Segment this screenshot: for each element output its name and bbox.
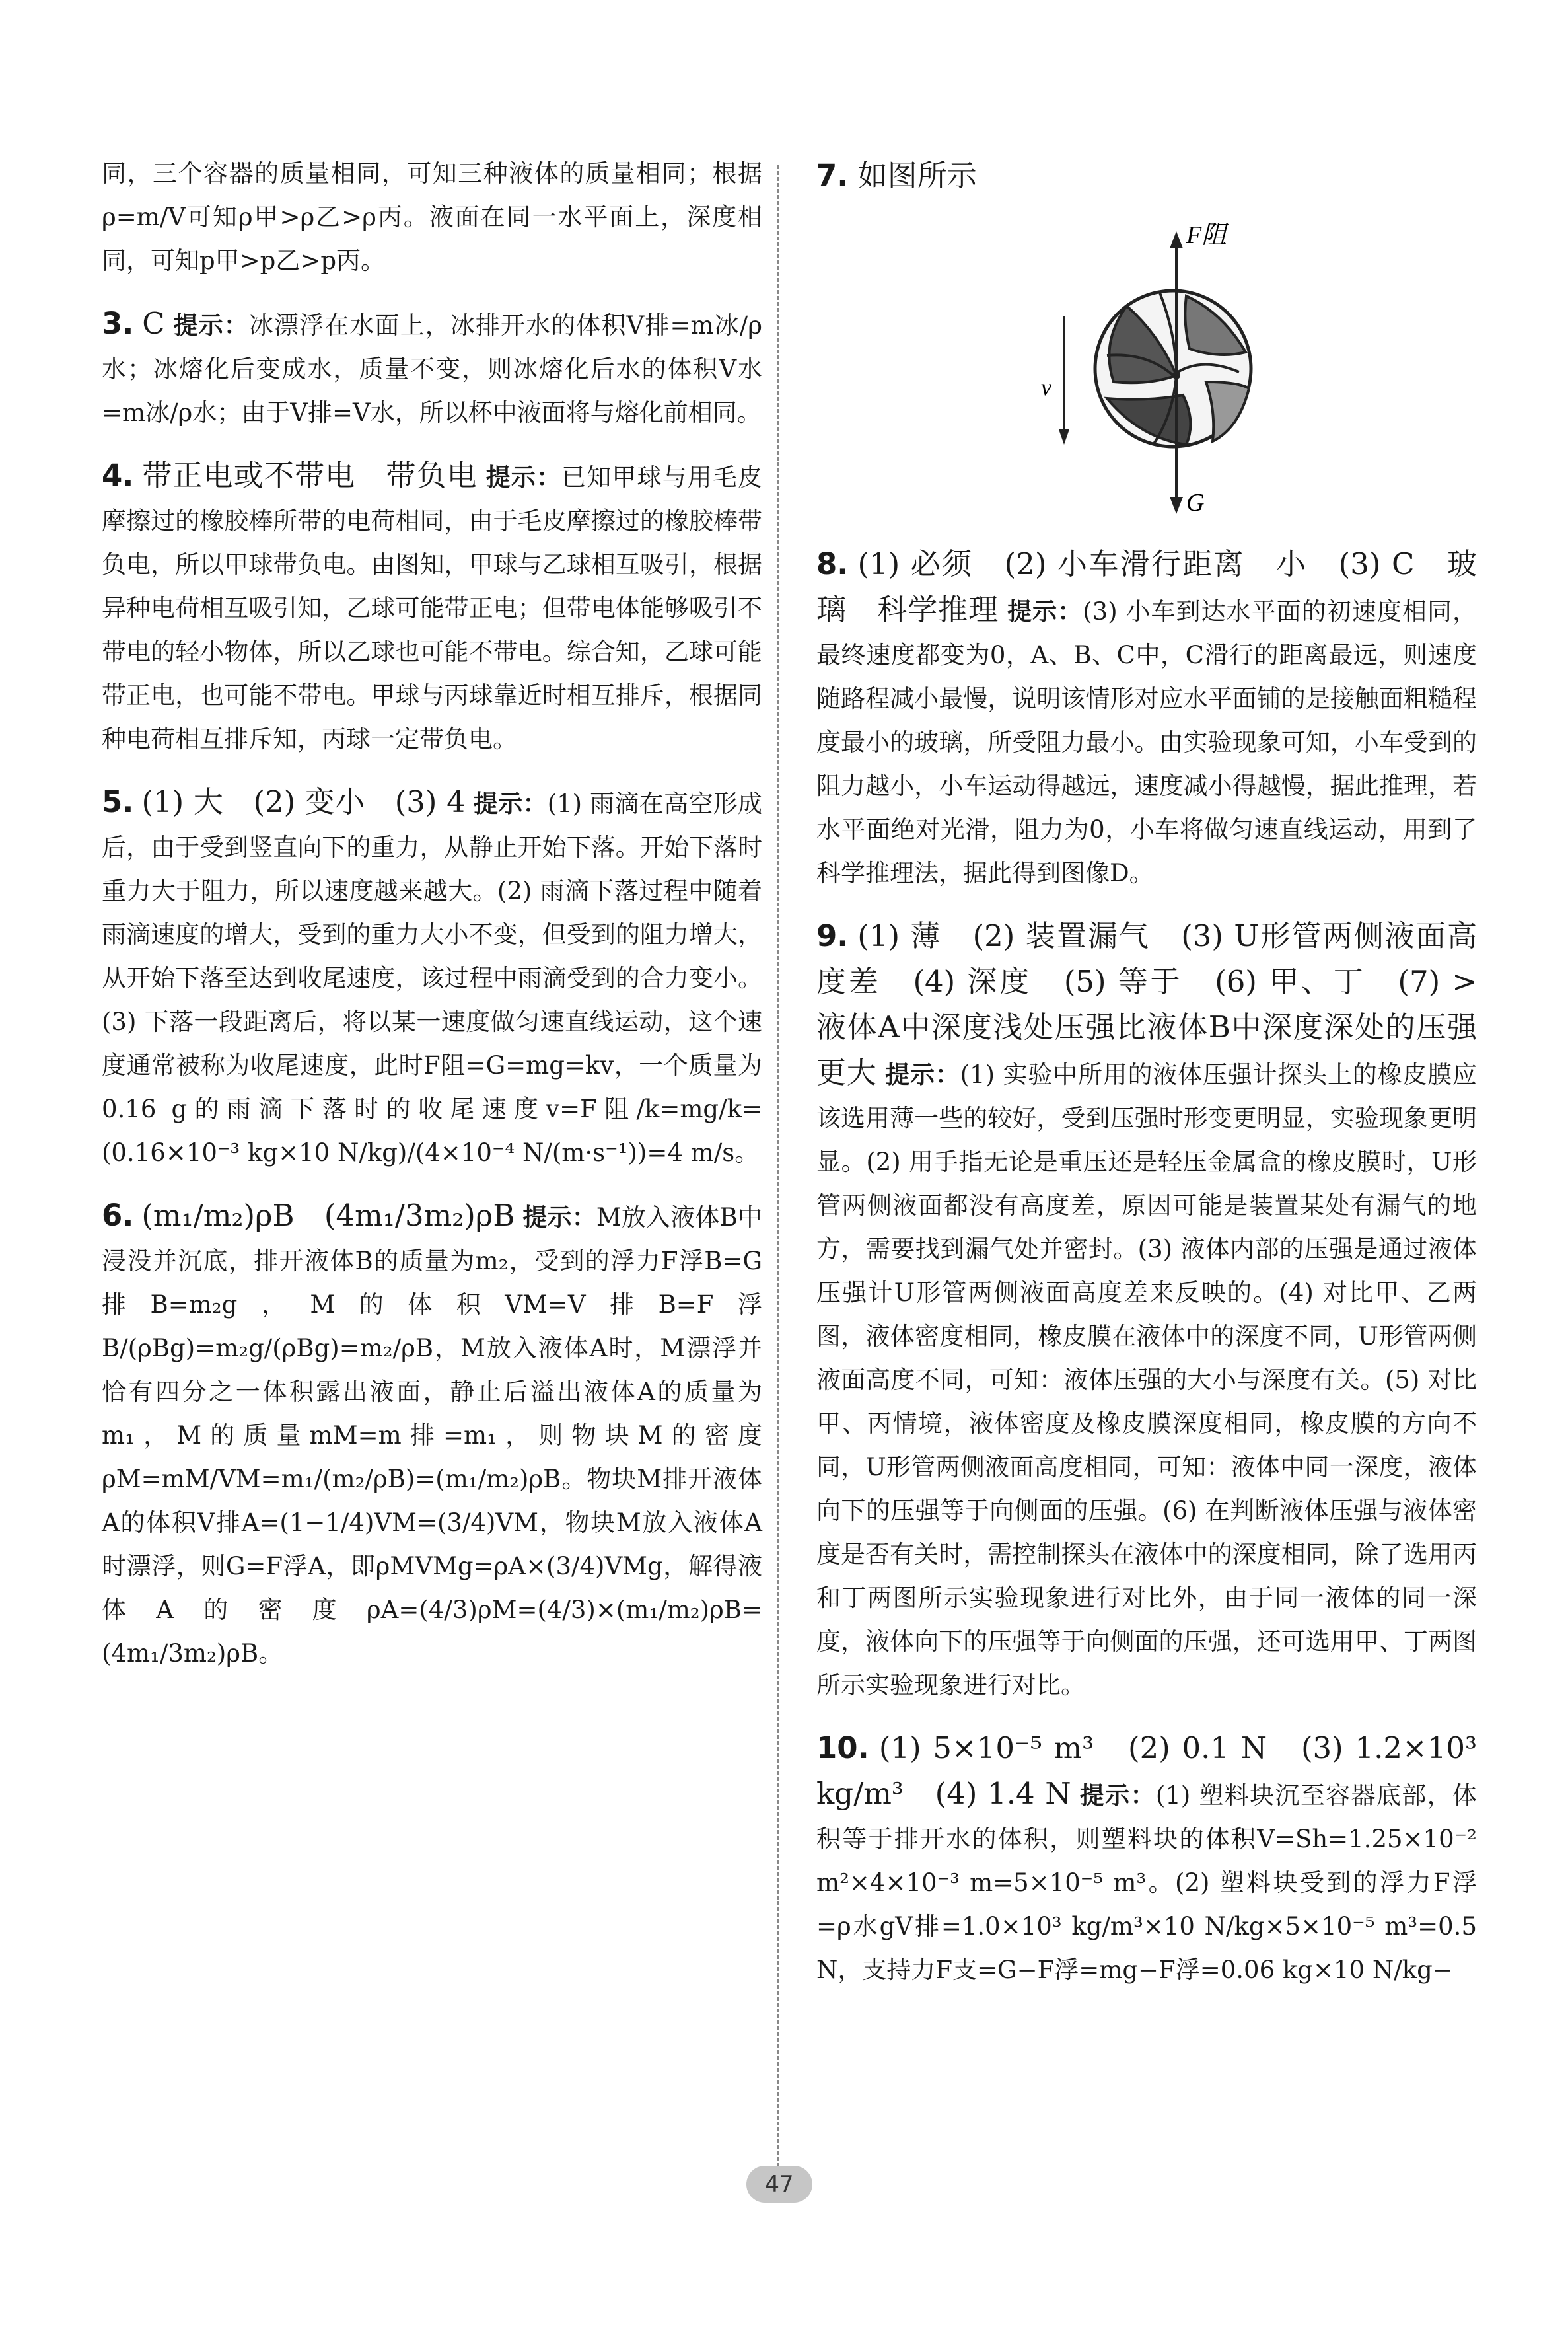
answer: (1) 薄 (2) 装置漏气 (3) U形管两侧液面高度差 (4) 深度 (5) 等于 (6) 甲、丁 (7) > 液体A中深度浅处压强比液体B中深度深处的压强更大 [816, 918, 1507, 1090]
question-number: 6. [102, 1198, 134, 1233]
hint-label: 提示： [522, 1203, 596, 1232]
question-number: 7. [816, 158, 849, 193]
question-9 [816, 912, 1507, 1707]
gravity-arrow-head [1170, 497, 1183, 514]
answer: (m₁/m₂)ρB (4m₁/3m₂)ρB [141, 1198, 515, 1233]
left-column [102, 152, 762, 1693]
hint-label: 提示： [1079, 1781, 1156, 1810]
question-5 [102, 778, 762, 1175]
question-7 [816, 152, 1477, 200]
hint-label: 提示： [473, 790, 548, 818]
column-divider [777, 165, 779, 2167]
answer: C [142, 306, 165, 341]
friction-arrow-head [1170, 231, 1183, 248]
volleyball-force-figure [816, 217, 1477, 527]
right-column [816, 152, 1507, 2009]
volleyball-icon [1095, 291, 1251, 447]
question-number: 3. [102, 306, 134, 341]
hint-text: (1) 塑料块沉至容器底部，体积等于排开水的体积，则塑料块的体积V=Sh=1.25×10⁻² m²×4×10⁻³ m=5×10⁻⁵ m³。(2) 塑料块受到的浮力F浮=ρ水gV排=1.0×10³ kg/m³×10 N/kg×5×10⁻⁵ m³=0.5 N，支持力F支=G−F浮=mg−F浮=0.06 kg×10 N/kg− [816, 1781, 1477, 1984]
answer: (1) 必须 (2) 小车滑行距离 小 (3) C 玻璃 科学推理 [816, 546, 1477, 627]
hint-text: (3) 小车到达水平面的初速度相同，最终速度都变为0，A、B、C中，C滑行的距离最远，则速度随路程减小最慢，说明该情形对应水平面铺的是接触面粗糙程度最小的玻璃，所受阻力最小。由实验现象可知，小车受到的阻力越小，小车运动得越远，速度减小得越慢，据此推理，若水平面绝对光滑，阻力为0，小车将做匀速直线运动，用到了科学推理法，据此得到图像D。 [816, 597, 1478, 887]
question-4 [102, 452, 762, 761]
question-number: 4. [102, 458, 134, 493]
hint-text: 冰漂浮在水面上，冰排开水的体积V排=m冰/ρ水；冰熔化后变成水，质量不变，则冰熔化后水的体积V水=m冰/ρ水；由于V排=V水，所以杯中液面将与熔化前相同。 [102, 311, 762, 427]
hint-label: 提示： [485, 463, 562, 492]
hint-text: (1) 实验中所用的液体压强计探头上的橡皮膜应该选用薄一些的较好，受到压强时形变更明显，实验现象更明显。(2) 用手指无论是重压还是轻压金属盒的橡皮膜时，U形管两侧液面都没有高度差，原因可能是装置某处有漏气的地方，需要找到漏气处并密封。(3) 液体内部的压强是通过液体压强计U形管两侧液面高度差来反映的。(4) 对比甲、乙两图，液体密度相同，橡皮膜在液体中的深度不同，U形管两侧液面高度不同，可知：液体压强的大小与深度有关。(5) 对比甲、丙情境，液体密度及橡皮膜深度相同，橡皮膜的方向不同，U形管两侧液面高度相同，可知：液体中同一深度，液体向下的压强等于向侧面的压强。(6) 在判断液体压强与液体密度是否有关时，需控制探头在液体中的深度相同，除了选用丙和丁两图所示实验现象进行对比外，由于同一液体的同一深度，液体向下的压强等于向侧面的压强，还可选用甲、丁两图所示实验现象进行对比。 [816, 1060, 1478, 1699]
force-diagram [816, 217, 1477, 527]
hint-label: 提示： [885, 1060, 960, 1089]
page-number: 47 [746, 2166, 812, 2203]
hint-text: M放入液体B中浸没并沉底，排开液体B的质量为m₂，受到的浮力F浮B=G排B=m₂g，M的体积VM=V排B=F浮B/(ρBg)=m₂g/(ρBg)=m₂/ρB，M放入液体A时，M漂浮并恰有四分之一体积露出液面，静止后溢出液体A的质量为m₁，M的质量mM=m排=m₁，则物块M的密度ρM=mM/VM=m₁/(m₂/ρB)=(m₁/m₂)ρB。物块M排开液体A的体积V排A=(1−1/4)VM=(3/4)VM，物块M放入液体A时漂浮，则G=F浮A，即ρMVMg=ρA×(3/4)VMg，解得液体A的密度ρA=(4/3)ρM=(4/3)×(m₁/m₂)ρB=(4m₁/3m₂)ρB。 [102, 1203, 763, 1668]
answer: (1) 5×10⁻⁵ m³ (2) 0.1 N (3) 1.2×10³ kg/m³ (4) 1.4 N [816, 1730, 1478, 1811]
answer: 带正电或不带电 带负电 [142, 458, 478, 493]
question-number: 9. [816, 918, 849, 953]
question-number: 10. [816, 1730, 869, 1765]
hint-label: 提示： [1007, 597, 1083, 626]
velocity-label: v [1041, 374, 1051, 400]
question-10 [816, 1724, 1477, 1992]
question-3 [102, 300, 762, 435]
question-6 [102, 1192, 762, 1676]
answer: 如图所示 [857, 158, 977, 193]
question-number: 5. [102, 784, 134, 819]
hint-text: (1) 雨滴在高空形成后，由于受到竖直向下的重力，从静止开始下落。开始下落时重力大于阻力，所以速度越来越大。(2) 雨滴下落过程中随着雨滴速度的增大，受到的重力大小不变，但受到的阻力增大，从开始下落至达到收尾速度，该过程中雨滴受到的合力变小。(3) 下落一段距离后，将以某一速度做匀速直线运动，这个速度通常被称为收尾速度，此时F阻=G=mg=kv，一个质量为0.16 g的雨滴下落时的收尾速度v=F阻/k=mg/k=(0.16×10⁻³ kg×10 N/kg)/(4×10⁻⁴ N/(m·s⁻¹))=4 m/s。 [102, 790, 763, 1167]
question-number: 8. [816, 546, 849, 581]
friction-label: F阻 [1186, 221, 1227, 249]
hint-text: 已知甲球与用毛皮摩擦过的橡胶棒所带的电荷相同，由于毛皮摩擦过的橡胶棒带负电，所以甲球带负电。由图知，甲球与乙球相互吸引，根据异种电荷相互吸引知，乙球可能带正电；但带电体能够吸引不带电的轻小物体，所以乙球也可能不带电。综合知，乙球可能带正电，也可能不带电。甲球与丙球靠近时相互排斥，根据同种电荷相互排斥知，丙球一定带负电。 [102, 463, 763, 753]
continued-text: 同，三个容器的质量相同，可知三种液体的质量相同；根据ρ=m/V可知ρ甲>ρ乙>ρ丙。液面在同一水平面上，深度相同，可知p甲>p乙>p丙。 [102, 159, 762, 275]
question-8 [816, 540, 1477, 895]
velocity-arrow-head [1059, 429, 1069, 445]
hint-label: 提示： [173, 311, 249, 340]
answer: (1) 大 (2) 变小 (3) 4 [141, 784, 466, 819]
gravity-label: G [1186, 489, 1205, 517]
